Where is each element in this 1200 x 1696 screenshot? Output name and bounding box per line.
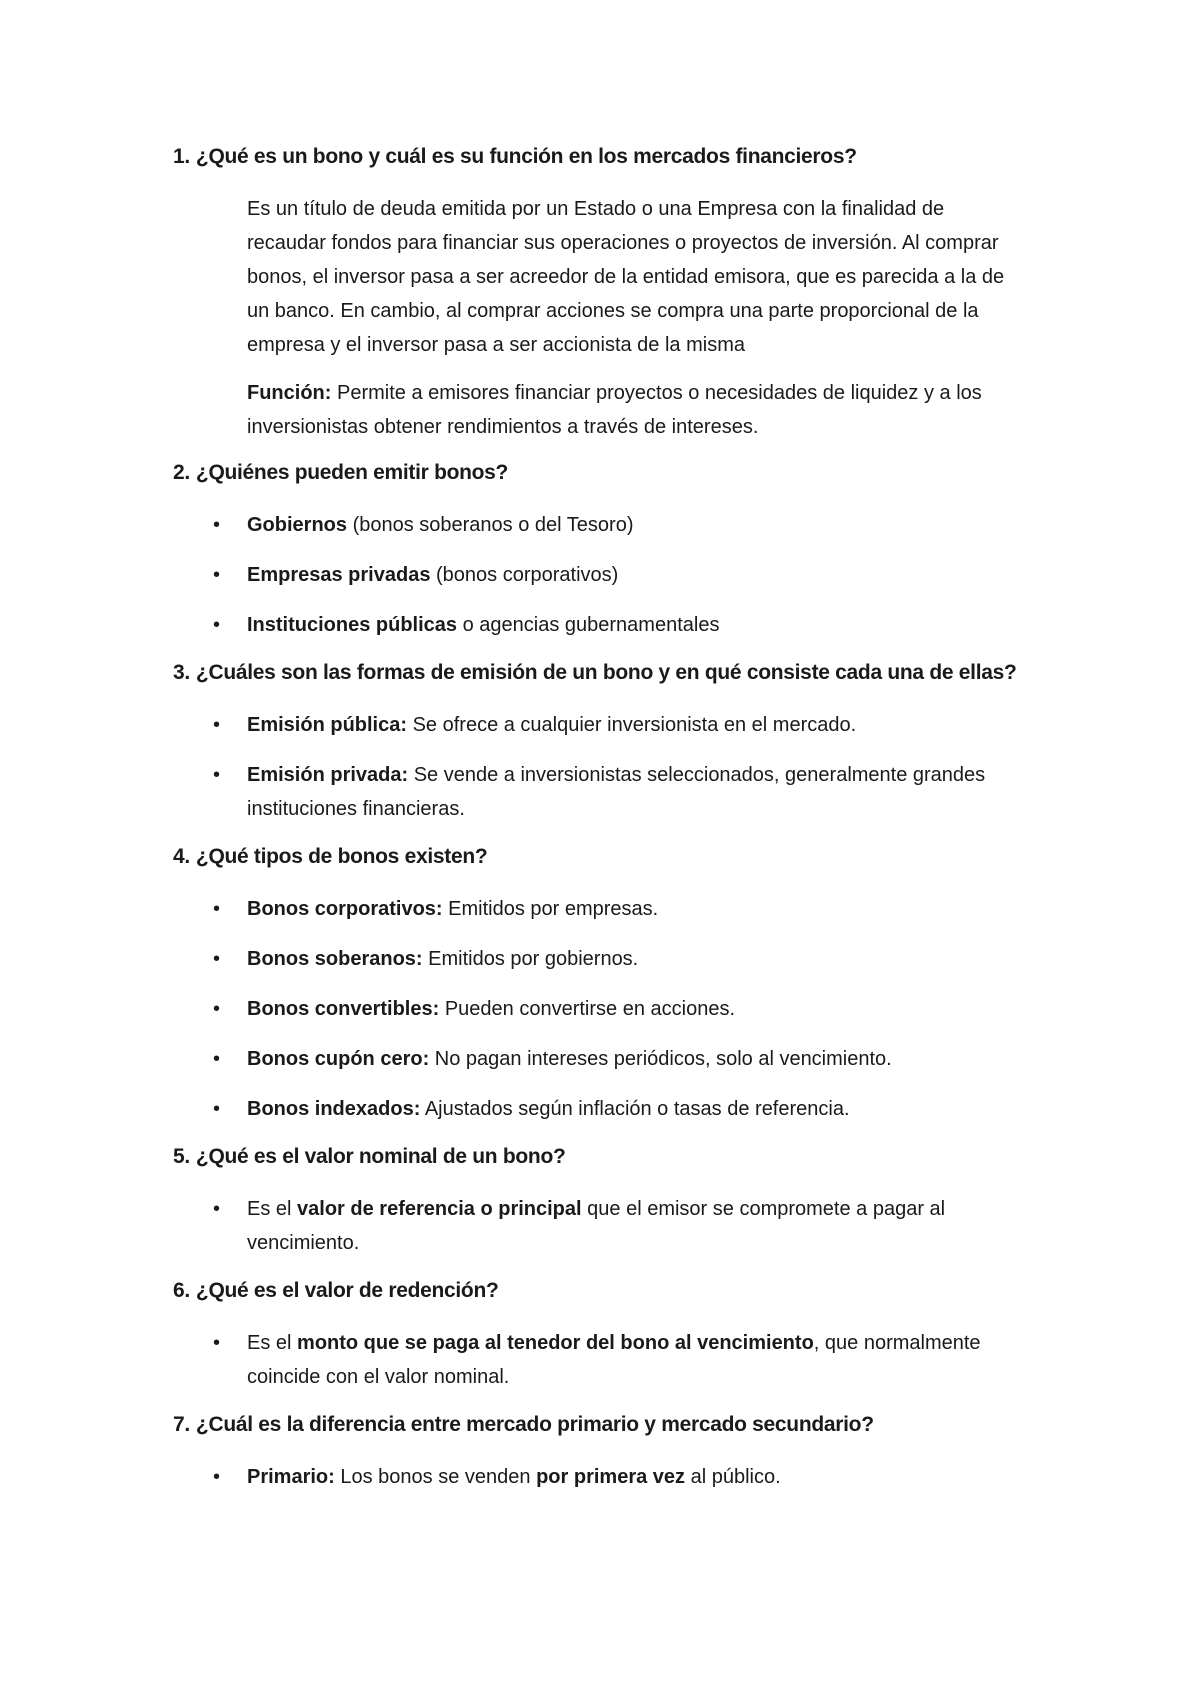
bullet-item <box>173 1092 987 1126</box>
bullet-list <box>173 1326 1053 1394</box>
bullet-text: (bonos soberanos o del Tesoro) <box>347 514 634 536</box>
bullet-item <box>173 1460 987 1494</box>
bullet-text: Los bonos se venden <box>334 1466 537 1488</box>
bullet-item <box>173 1042 987 1076</box>
bullet-term: Instituciones públicas <box>247 614 458 636</box>
question-text: ¿Cuáles son las formas de emisión de un bono y en qué consiste cada una de ellas? <box>195 661 1017 684</box>
question-number: 7. <box>173 1413 190 1436</box>
question-number: 4. <box>173 845 190 868</box>
bullet-item <box>173 608 987 642</box>
bullet-text: (bonos corporativos) <box>430 564 619 586</box>
bullet-item <box>173 758 987 826</box>
bullet-icon: • <box>213 1466 221 1488</box>
bullet-term: Bonos cupón cero: <box>247 1048 430 1070</box>
bullet-item <box>173 942 987 976</box>
question-number: 1. <box>173 145 190 168</box>
question-heading <box>173 1410 1053 1440</box>
answer-bold-label: Función: <box>247 382 332 404</box>
bullet-item <box>173 558 987 592</box>
bullet-term: Bonos convertibles: <box>247 998 440 1020</box>
bullet-text: Ajustados según inflación o tasas de referencia. <box>420 1098 850 1120</box>
bullet-icon: • <box>213 1098 221 1120</box>
bullet-text: Emitidos por empresas. <box>442 898 659 920</box>
bullet-prefix: Es el <box>247 1198 298 1220</box>
bullet-term: Primario: <box>247 1466 335 1488</box>
bullet-icon: • <box>213 948 221 970</box>
answer-paragraph <box>247 376 1017 444</box>
question-number: 2. <box>173 461 190 484</box>
bullet-term: Bonos corporativos: <box>247 898 443 920</box>
bullet-list <box>173 892 1053 1126</box>
bullet-text: Se vende a inversionistas seleccionados, generalmente grandes instituciones financieras. <box>247 764 986 820</box>
bullet-item <box>173 1192 987 1260</box>
bullet-term: valor de referencia o principal <box>297 1198 582 1220</box>
question-text: ¿Qué es un bono y cuál es su función en los mercados financieros? <box>195 145 857 168</box>
bullet-text: No pagan intereses periódicos, solo al vencimiento. <box>429 1048 892 1070</box>
bullet-list <box>173 508 1053 642</box>
bullet-icon: • <box>213 764 221 786</box>
bullet-prefix: Es el <box>247 1332 298 1354</box>
bullet-icon: • <box>213 564 221 586</box>
bullet-list <box>173 1460 1053 1494</box>
bullet-text: Pueden convertirse en acciones. <box>439 998 735 1020</box>
bullet-term: Emisión pública: <box>247 714 408 736</box>
bullet-item <box>173 508 987 542</box>
bullet-icon: • <box>213 514 221 536</box>
bullet-list <box>173 708 1053 826</box>
bullet-icon: • <box>213 898 221 920</box>
question-text: ¿Quiénes pueden emitir bonos? <box>195 461 509 484</box>
bullet-text: o agencias gubernamentales <box>457 614 720 636</box>
bullet-item <box>173 1326 987 1394</box>
bullet-icon: • <box>213 1332 221 1354</box>
question-heading <box>173 1142 1053 1172</box>
bullet-term: Bonos soberanos: <box>247 948 423 970</box>
bullet-text: , que normalmente coincide con el valor nominal. <box>247 1332 981 1388</box>
question-number: 6. <box>173 1279 190 1302</box>
question-text: ¿Cuál es la diferencia entre mercado primario y mercado secundario? <box>195 1413 874 1436</box>
bullet-term: Gobiernos <box>247 514 348 536</box>
bullet-item <box>173 892 987 926</box>
document-content <box>173 142 1053 1510</box>
bullet-list <box>173 1192 1053 1260</box>
bullet-term: Emisión privada: <box>247 764 409 786</box>
bullet-icon: • <box>213 714 221 736</box>
bullet-text-2: al público. <box>685 1466 781 1488</box>
bullet-term: Empresas privadas <box>247 564 431 586</box>
bullet-icon: • <box>213 998 221 1020</box>
bullet-text: Se ofrece a cualquier inversionista en el mercado. <box>407 714 857 736</box>
question-text: ¿Qué es el valor de redención? <box>195 1279 499 1302</box>
question-number: 5. <box>173 1145 190 1168</box>
question-heading <box>173 458 1053 488</box>
bullet-term: monto que se paga al tenedor del bono al vencimiento <box>297 1332 814 1354</box>
bullet-icon: • <box>213 614 221 636</box>
question-text: ¿Qué tipos de bonos existen? <box>195 845 488 868</box>
bullet-term: Bonos indexados: <box>247 1098 421 1120</box>
answer-text: Es un título de deuda emitida por un Estado o una Empresa con la finalidad de recaudar fondos para financiar sus operaciones o proyectos de inversión. Al comprar bonos, el inversor pasa a ser acreedor de la entidad emisora, que es parecida a la de un banco. En cambio, al comprar acciones se compra una parte proporcional de la empresa y el inversor pasa a ser accionista de la misma <box>247 198 1005 356</box>
question-text: ¿Qué es el valor nominal de un bono? <box>195 1145 566 1168</box>
bullet-icon: • <box>213 1198 221 1220</box>
bullet-item <box>173 708 987 742</box>
question-heading <box>173 658 1053 688</box>
bullet-item <box>173 992 987 1026</box>
bullet-text: Emitidos por gobiernos. <box>422 948 639 970</box>
question-heading <box>173 1276 1053 1306</box>
bullet-text: que el emisor se compromete a pagar al vencimiento. <box>247 1198 946 1254</box>
bullet-icon: • <box>213 1048 221 1070</box>
bullet-term-2: por primera vez <box>536 1466 686 1488</box>
question-heading <box>173 842 1053 872</box>
question-heading <box>173 142 1053 172</box>
question-number: 3. <box>173 661 190 684</box>
answer-text: Permite a emisores financiar proyectos o necesidades de liquidez y a los inversionistas obtener rendimientos a través de intereses. <box>247 382 982 438</box>
answer-paragraph <box>247 192 1017 362</box>
